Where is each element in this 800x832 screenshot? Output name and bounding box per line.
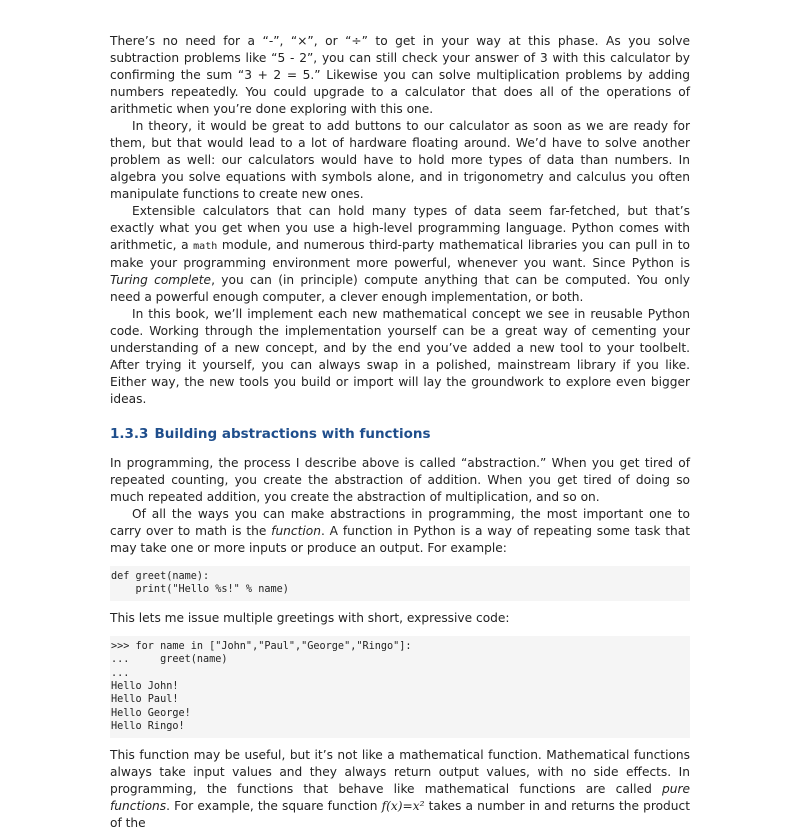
- book-page: [110, 33, 690, 832]
- section-number: 1.3.3: [110, 426, 149, 442]
- section-heading: [110, 425, 690, 443]
- math-expression: f(x)=x²: [381, 798, 425, 813]
- text-run: In this book, we’ll implement each new mathematical concept we see in reusable Python code. Working through the implementation yourself can be a great way of cementing your understanding of a new concept, and by the end you’ve added a new tool to your toolbelt. After trying it yourself, you can always swap in a polished, mainstream library if you like. Either way, the new tools you build or import will lay the groundwork to explore even bigger ideas.: [110, 307, 690, 406]
- paragraphs-mid: [110, 455, 690, 557]
- section-title: Building abstractions with functions: [154, 426, 431, 442]
- text-run: , you can (in principle) compute anything that can be computed. You only need a powerful enough computer, a clever enough implementation, or both.: [110, 273, 690, 304]
- code-block-greet-definition: def greet(name): print("Hello %s!" % name): [110, 566, 690, 601]
- paragraph: [110, 455, 690, 506]
- text-run: takes a number in and returns the product of the: [110, 798, 690, 830]
- text-run: Extensible calculators that can hold many types of data seem far-fetched, but that’s exactly what you get when you use a high-level programming language. Python comes with arithmetic, a: [110, 204, 690, 252]
- emphasis-text: Turing complete: [110, 273, 212, 287]
- text-run: . For example, the square function: [166, 798, 382, 813]
- paragraph: [110, 33, 690, 118]
- paragraph: [110, 506, 690, 557]
- text-run: module, and numerous third-party mathematical libraries you can pull in to make your programming environment more powerful, whenever you want. Since Python is: [110, 238, 690, 270]
- paragraph: [110, 747, 690, 832]
- paragraphs-top: [110, 33, 690, 408]
- text-run: . A function in Python is a way of repeating some task that may take one or more inputs or produce an output. For example:: [110, 524, 690, 555]
- text-run: This function may be useful, but it’s not like a mathematical function. Mathematical functions always take input values and they always return output values, with no side effects. In programming, the functions that behave like mathematical functions are called: [110, 747, 690, 796]
- paragraph: This lets me issue multiple greetings with short, expressive code:: [110, 610, 510, 625]
- emphasis-text: function: [271, 524, 321, 538]
- text-run: In programming, the process I describe above is called “abstraction.” When you get tired of repeated counting, you create the abstraction of addition. When you get tired of doing so much repeated addition, you create the abstraction of multiplication, and so on.: [110, 456, 690, 504]
- text-run: Of all the ways you can make abstractions in programming, the most important one to carry over to math is the: [110, 507, 690, 538]
- paragraph: [110, 306, 690, 408]
- code-block-greet-loop: >>> for name in ["John","Paul","George","Ringo"]: ... greet(name) ... Hello John! Hello Paul! Hello George! Hello Ringo!: [110, 636, 690, 738]
- text-run: There’s no need for a “-”, “×”, or “÷” to get in your way at this phase. As you solve subtraction problems like “5 - 2”, you can still check your answer of 3 with this calculator by confirming the sum “3 + 2 = 5.” Likewise you can solve multiplication problems by adding numbers repeatedly. You could upgrade to a calculator that does all of the operations of arithmetic when you’re done exploring with this one.: [110, 34, 690, 116]
- text-run: In theory, it would be great to add buttons to our calculator as soon as we are ready for them, but that would lead to a lot of hardware floating around. We’d have to solve another problem as well: our calculators would have to hold more types of data than numbers. In algebra you solve equations with symbols alone, and in trigonometry and calculus you often manipulate functions to create new ones.: [110, 119, 690, 201]
- paragraph: [110, 118, 690, 203]
- emphasis-text: pure functions: [110, 781, 690, 813]
- paragraph: [110, 203, 690, 306]
- inline-code: math: [193, 241, 218, 252]
